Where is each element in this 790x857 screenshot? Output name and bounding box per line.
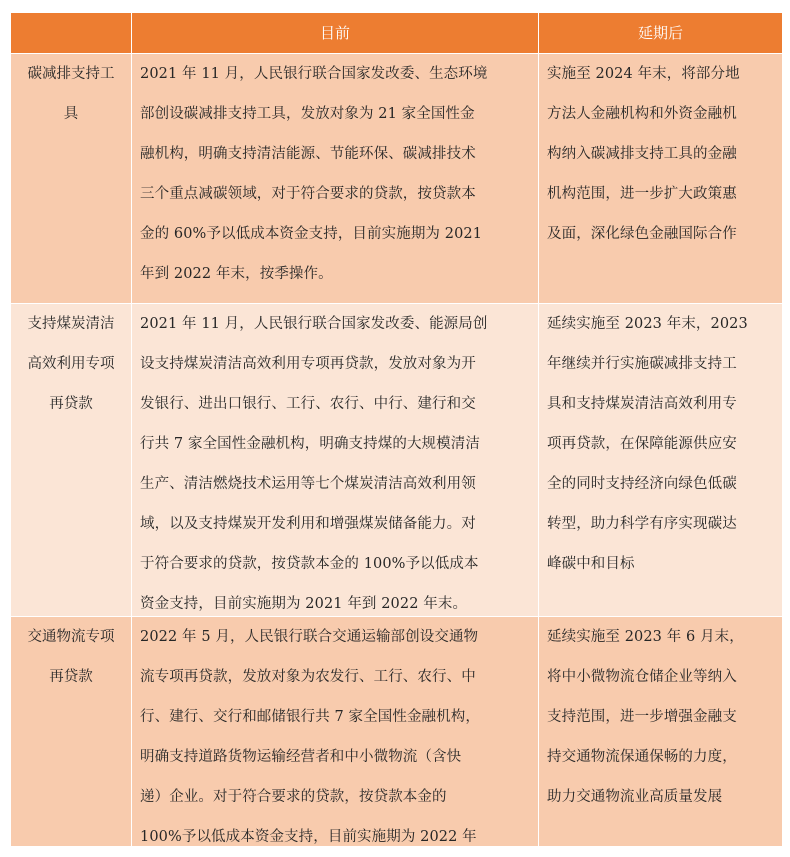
row-extended-coal-clean-use: 延续实施至 2023 年末，2023 年继续并行实施碳减排支持工 具和支持煤炭清洁高效利用专 项再贷款，在保障能源供应安 全的同时支持经济向绿色低碳 转型，助力科学有序实现碳达 峰碳中和目标 xyxy=(539,304,782,616)
header-current: 目前 xyxy=(132,13,538,53)
row-label-carbon-reduction: 碳减排支持工 具 xyxy=(11,54,131,303)
header-extended: 延期后 xyxy=(539,13,782,53)
row-label-transport-logistics: 交通物流专项 再贷款 xyxy=(11,617,131,846)
row-current-coal-clean-use: 2021 年 11 月，人民银行联合国家发改委、能源局创 设支持煤炭清洁高效利用专项再贷款，发放对象为开 发银行、进出口银行、工行、农行、中行、建行和交 行共 7 家全国性金融机构，明确支持煤的大规模清洁 生产、清洁燃烧技术运用等七个煤炭清洁高效利用领 域，以及支持煤炭开发利用和增强煤炭储备能力。对 于符合要求的贷款，按贷款本金的 100%予以低成本 资金支持，目前实施期为 2021 年到 2022 年末。 xyxy=(132,304,538,616)
row-current-carbon-reduction: 2021 年 11 月，人民银行联合国家发改委、生态环境 部创设碳减排支持工具，发放对象为 21 家全国性金 融机构，明确支持清洁能源、节能环保、碳减排技术 三个重点减碳领域，对于符合要求的贷款，按贷款本 金的 60%予以低成本资金支持，目前实施期为 2021 年到 2022 年末，按季操作。 xyxy=(132,54,538,303)
header-blank xyxy=(11,13,131,53)
row-extended-transport-logistics: 延续实施至 2023 年 6 月末， 将中小微物流仓储企业等纳入 支持范围，进一步增强金融支 持交通物流保通保畅的力度， 助力交通物流业高质量发展 xyxy=(539,617,782,846)
row-extended-carbon-reduction: 实施至 2024 年末，将部分地 方法人金融机构和外资金融机 构纳入碳减排支持工具的金融 机构范围，进一步扩大政策惠 及面，深化绿色金融国际合作 xyxy=(539,54,782,303)
row-label-coal-clean-use: 支持煤炭清洁 高效利用专项 再贷款 xyxy=(11,304,131,616)
policy-table xyxy=(11,13,782,846)
row-current-transport-logistics: 2022 年 5 月，人民银行联合交通运输部创设交通物 流专项再贷款，发放对象为农发行、工行、农行、中 行、建行、交行和邮储银行共 7 家全国性金融机构， 明确支持道路货物运输经营者和中小微物流（含快 递）企业。对于符合要求的贷款，按贷款本金的 100%予以低成本资金支持，目前实施期为 2022 年 xyxy=(132,617,538,846)
